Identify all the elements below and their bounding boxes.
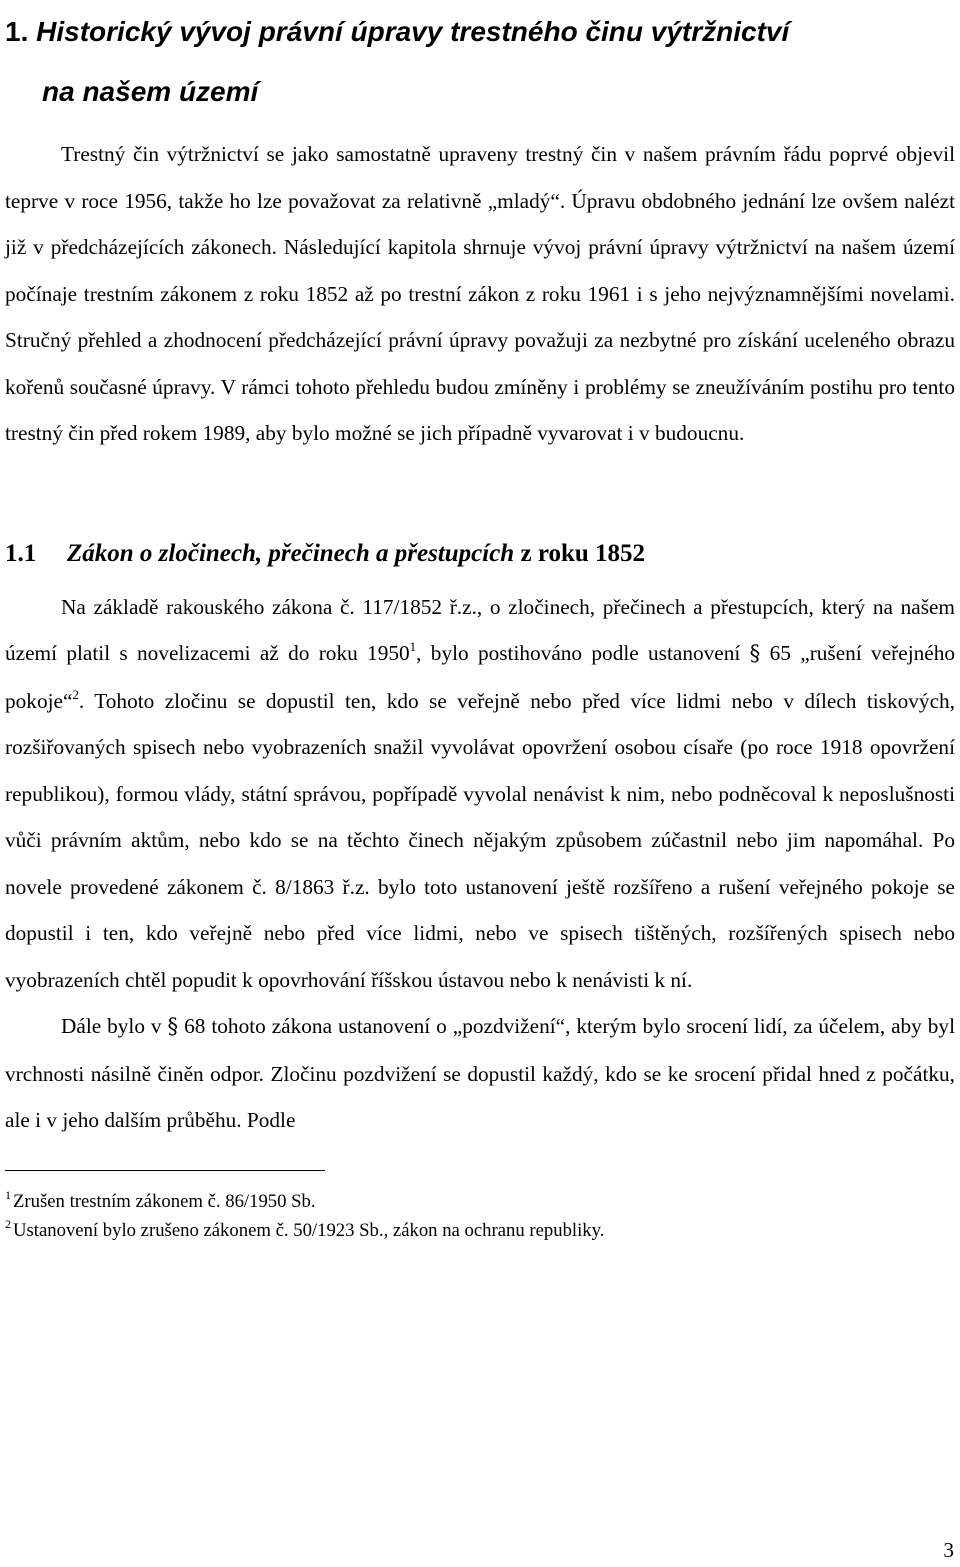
paragraph-text: 68 tohoto zákona ustanovení o „pozdvižení“, kterým bylo srocení lidí, za účelem, aby byl vrchnosti násilně činěn odpor. Zločinu pozdvižení se dopustil každý, kdo se ke srocení přidal hned z počátku, ale i v jeho dalším průběhu. Podle — [5, 1014, 955, 1132]
paragraph-text: , bylo postihováno podle ustanovení — [416, 641, 741, 665]
footnote-mark: 2 — [5, 1217, 11, 1231]
chapter-number: 1. — [5, 16, 29, 47]
chapter-title-line2: na našem území — [42, 76, 259, 107]
chapter-heading — [5, 0, 955, 122]
footnote-ref-1[interactable]: 1 — [409, 639, 417, 654]
paragraph-text: Dále bylo v — [61, 1014, 162, 1038]
footnote-separator — [5, 1170, 325, 1172]
footnote-ref-2[interactable]: 2 — [72, 686, 79, 702]
section-title-italic: Zákon o zločinech, přečinech a přestupcích — [67, 539, 515, 567]
section-sign: § — [167, 1014, 179, 1039]
section-title-rest: z roku 1852 — [520, 539, 646, 567]
section-paragraph-1 — [5, 584, 955, 1004]
section-sign: § — [749, 641, 761, 666]
intro-paragraph: Trestný čin výtržnictví se jako samostatně upraveny trestný čin v našem právním řádu poprvé objevil teprve v roce 1956, takže ho lze považovat za relativně „mladý“. Úpravu obdobného jednání lze ovšem nalézt již v předcházejících zákonech. Následující kapitola shrnuje vývoj právní úpravy výtržnictví na našem území počínaje trestním zákonem z roku 1852 až po trestní zákon z roku 1961 i s jeho nejvýznamnějšími novelami. Stručný přehled a zhodnocení předcházející právní úpravy považuji za nezbytné pro získání uceleného obrazu kořenů současné úpravy. V rámci tohoto přehledu budou zmíněny i problémy se zneužíváním postihu pro tento trestný čin před rokem 1989, aby bylo možné se jich případně vyvarovat i v budoucnu. — [5, 142, 955, 445]
footnote-2 — [5, 1216, 955, 1245]
section-paragraph-2 — [5, 1003, 955, 1144]
footnote-text: Zrušen trestním zákonem č. 86/1950 Sb. — [13, 1191, 316, 1212]
page-number: 3 — [943, 1538, 954, 1562]
footnote-text: Ustanovení bylo zrušeno zákonem č. 50/1923 Sb., zákon na ochranu republiky. — [13, 1220, 605, 1241]
footnote-mark: 1 — [5, 1188, 11, 1202]
footnote-1 — [5, 1187, 955, 1216]
document-page — [5, 0, 955, 1245]
section-number: 1.1 — [5, 539, 37, 567]
chapter-title-line1: Historický vývoj právní úpravy trestného činu výtržnictví — [36, 16, 790, 47]
paragraph-text: Na základě rakouského zákona č. 117/1852 ř.z., o zločinech, přečinech a přestupcích, který na našem území platil s novelizacemi až do roku 1950 — [5, 594, 955, 665]
footnotes — [5, 1187, 955, 1245]
paragraph-text: 65 „rušení veřejného pokoje“ — [5, 641, 956, 713]
section-heading — [5, 534, 955, 574]
paragraph-text: . Tohoto zločinu se dopustil ten, kdo se veřejně nebo před více lidmi nebo v dílech tiskových, rozšiřovaných spisech nebo vyobrazeních snažil vyvolávat opovržení osobou císaře (po roce 1918 opovržení republikou), formou vlády, státní správou, popřípadě vyvolal nenávist k nim, nebo podněcoval k neposlušnosti vůči právním aktům, nebo kdo se na těchto činech nějakým způsobem zúčastnil nebo jim napomáhal. Po novele provedené zákonem č. 8/1863 ř.z. bylo toto ustanovení ještě rozšířeno a rušení veřejného pokoje se dopustil i ten, kdo veřejně nebo před více lidmi, nebo ve spisech tištěných, rozšířených spisech nebo vyobrazeních chtěl popudit k opovrhování říšskou ústavou nebo k nenávisti k ní. — [5, 688, 955, 992]
